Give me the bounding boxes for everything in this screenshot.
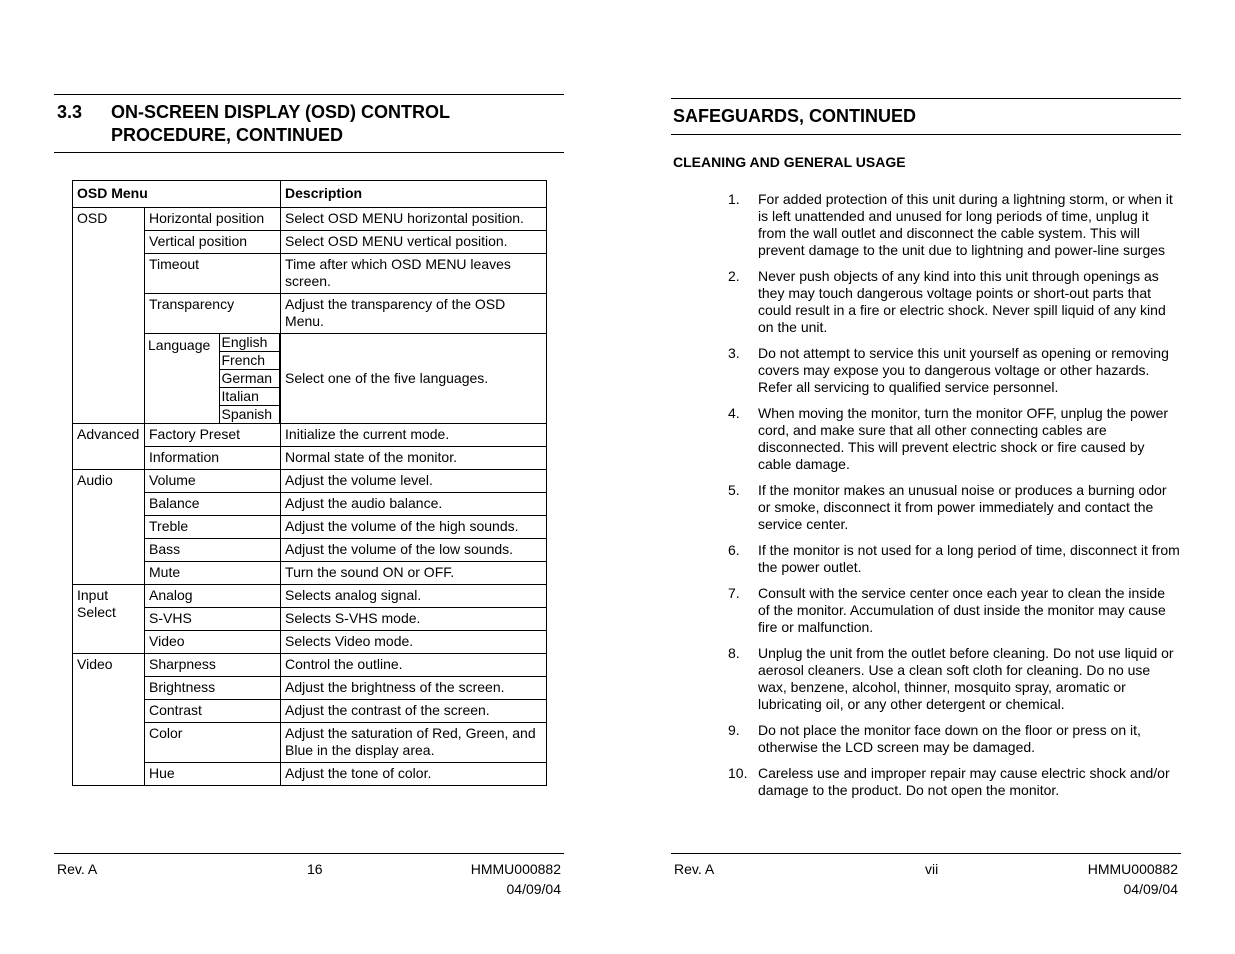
list-item-number: 4.	[728, 405, 740, 421]
list-item	[728, 645, 1180, 713]
menu-item: Sharpness	[145, 654, 281, 677]
section-title: ON-SCREEN DISPLAY (OSD) CONTROL PROCEDURE, CONTINUED	[111, 102, 450, 145]
item-description: Adjust the brightness of the screen.	[281, 677, 547, 700]
table-row	[73, 231, 547, 254]
table-row	[73, 539, 547, 562]
group-video: Video	[73, 654, 145, 786]
table-row	[73, 294, 547, 334]
menu-item: Color	[145, 723, 281, 763]
list-item-number: 5.	[728, 482, 740, 498]
language-options	[145, 334, 280, 423]
item-description: Adjust the transparency of the OSD Menu.	[281, 294, 547, 334]
item-description: Select OSD MENU vertical position.	[281, 231, 547, 254]
table-row	[73, 516, 547, 539]
right-footer-page-number: vii	[925, 861, 939, 877]
item-description: Adjust the volume of the high sounds.	[281, 516, 547, 539]
group-advanced: Advanced	[73, 424, 145, 470]
menu-item: Contrast	[145, 700, 281, 723]
item-description: Adjust the audio balance.	[281, 493, 547, 516]
right-heading-rule	[671, 134, 1181, 135]
table-row	[73, 562, 547, 585]
list-item-text: For added protection of this unit during a lightning storm, or when it is left unattended and unused for long periods of time, unplug it from the wall outlet and disconnect the cable system. This will prevent damage to the unit due to lightning and power-line surges	[758, 191, 1173, 258]
list-item-number: 7.	[728, 585, 740, 601]
list-item	[728, 585, 1180, 636]
list-item	[728, 345, 1180, 396]
list-item	[728, 268, 1180, 336]
list-item-text: If the monitor makes an unusual noise or produces a burning odor or smoke, disconnect it from power immediately and contact the service center.	[758, 482, 1167, 532]
item-description: Selects S-VHS mode.	[281, 608, 547, 631]
list-item-text: Careless use and improper repair may cause electric shock and/or damage to the product. Do not open the monitor.	[758, 765, 1170, 798]
table-row	[73, 470, 547, 493]
list-item-number: 8.	[728, 645, 740, 661]
language-option: Italian	[219, 388, 280, 406]
list-item-text: If the monitor is not used for a long period of time, disconnect it from the power outlet.	[758, 542, 1180, 575]
item-description: Control the outline.	[281, 654, 547, 677]
table-row	[73, 424, 547, 447]
list-item-text: Unplug the unit from the outlet before cleaning. Do not use liquid or aerosol cleaners. Use a clean soft cloth for cleaning. Do no use wax, benzene, alcohol, thinner, mosquito spray, aromatic or lubricating oil, or any other detergent or chemical.	[758, 645, 1174, 712]
left-heading-rule	[54, 152, 564, 153]
item-description: Adjust the contrast of the screen.	[281, 700, 547, 723]
list-item-text: When moving the monitor, turn the monitor OFF, unplug the power cord, and make sure that all other connecting cables are disconnected. This will prevent electric shock or fire caused by cable damage.	[758, 405, 1169, 472]
list-item	[728, 482, 1180, 533]
table-row	[73, 447, 547, 470]
left-footer-date: 04/09/04	[506, 881, 561, 897]
table-row	[73, 493, 547, 516]
item-description: Adjust the volume level.	[281, 470, 547, 493]
list-item	[728, 191, 1180, 259]
menu-item: Mute	[145, 562, 281, 585]
table-row	[73, 608, 547, 631]
header-osd-menu: OSD Menu	[73, 181, 281, 208]
menu-item: Transparency	[145, 294, 281, 334]
list-item-text: Do not attempt to service this unit yourself as opening or removing covers may expose you to dangerous voltage or other hazards. Refer all servicing to qualified service personnel.	[758, 345, 1169, 395]
table-row	[73, 208, 547, 231]
item-description: Adjust the volume of the low sounds.	[281, 539, 547, 562]
right-footer-rev: Rev. A	[674, 861, 715, 877]
table-row	[73, 700, 547, 723]
safeguards-list	[728, 191, 1180, 808]
header-description: Description	[281, 181, 547, 208]
list-item-text: Consult with the service center once each year to clean the inside of the monitor. Accumulation of dust inside the monitor may cause fire or malfunction.	[758, 585, 1166, 635]
menu-item: Brightness	[145, 677, 281, 700]
list-item-number: 3.	[728, 345, 740, 361]
language-option: German	[219, 370, 280, 388]
table-row	[73, 677, 547, 700]
right-footer-date: 04/09/04	[1123, 881, 1178, 897]
right-top-rule	[671, 98, 1181, 99]
item-description: Initialize the current mode.	[281, 424, 547, 447]
table-row	[73, 654, 547, 677]
item-description: Time after which OSD MENU leaves screen.	[281, 254, 547, 294]
list-item-number: 9.	[728, 722, 740, 738]
table-header-row	[73, 181, 547, 208]
menu-item: Information	[145, 447, 281, 470]
left-footer-rev: Rev. A	[57, 861, 98, 877]
menu-item: Horizontal position	[145, 208, 281, 231]
item-description: Turn the sound ON or OFF.	[281, 562, 547, 585]
list-item-number: 2.	[728, 268, 740, 284]
menu-item: Video	[145, 631, 281, 654]
menu-item: Language	[145, 334, 219, 423]
left-footer-doc-number: HMMU000882	[470, 861, 561, 877]
language-option: Spanish	[219, 406, 280, 424]
list-item	[728, 405, 1180, 473]
menu-item: Timeout	[145, 254, 281, 294]
menu-item: Balance	[145, 493, 281, 516]
list-item-text: Do not place the monitor face down on the floor or press on it, otherwise the LCD screen may be damaged.	[758, 722, 1141, 755]
item-description: Normal state of the monitor.	[281, 447, 547, 470]
menu-item: Hue	[145, 763, 281, 786]
group-audio: Audio	[73, 470, 145, 585]
left-top-rule	[54, 94, 564, 95]
list-item	[728, 722, 1180, 756]
group-input-select: Input Select	[73, 585, 145, 654]
table-row	[73, 631, 547, 654]
language-cell	[145, 334, 281, 424]
item-description: Selects analog signal.	[281, 585, 547, 608]
item-description: Adjust the saturation of Red, Green, and Blue in the display area.	[281, 723, 547, 763]
table-row	[73, 585, 547, 608]
menu-item: Treble	[145, 516, 281, 539]
left-footer-page-number: 16	[307, 861, 323, 877]
list-item-text: Never push objects of any kind into this unit through openings as they may touch dangerous voltage points or short-out parts that could result in a fire or electric shock. Never spill liquid of any kind on the unit.	[758, 268, 1166, 335]
list-item-number: 6.	[728, 542, 740, 558]
menu-item: Bass	[145, 539, 281, 562]
right-page-subtitle: CLEANING AND GENERAL USAGE	[673, 154, 906, 170]
osd-menu-table	[72, 180, 547, 786]
list-item	[728, 765, 1180, 799]
list-item-number: 10.	[728, 765, 748, 781]
item-description: Adjust the tone of color.	[281, 763, 547, 786]
right-footer-doc-number: HMMU000882	[1087, 861, 1178, 877]
menu-item: Factory Preset	[145, 424, 281, 447]
language-option: English	[219, 334, 280, 352]
list-item	[728, 542, 1180, 576]
right-footer-rule	[671, 853, 1181, 854]
right-page-title: SAFEGUARDS, CONTINUED	[673, 106, 917, 126]
table-row	[73, 723, 547, 763]
menu-item: Vertical position	[145, 231, 281, 254]
menu-item: Analog	[145, 585, 281, 608]
group-osd: OSD	[73, 208, 145, 424]
item-description: Select OSD MENU horizontal position.	[281, 208, 547, 231]
language-option: French	[219, 352, 280, 370]
section-number: 3.3	[57, 102, 83, 122]
item-description: Select one of the five languages.	[281, 334, 547, 424]
table-row	[73, 254, 547, 294]
table-row-language	[73, 334, 547, 424]
table-row	[73, 763, 547, 786]
left-footer-rule	[54, 853, 564, 854]
item-description: Selects Video mode.	[281, 631, 547, 654]
menu-item: S-VHS	[145, 608, 281, 631]
menu-item: Volume	[145, 470, 281, 493]
list-item-number: 1.	[728, 191, 740, 207]
